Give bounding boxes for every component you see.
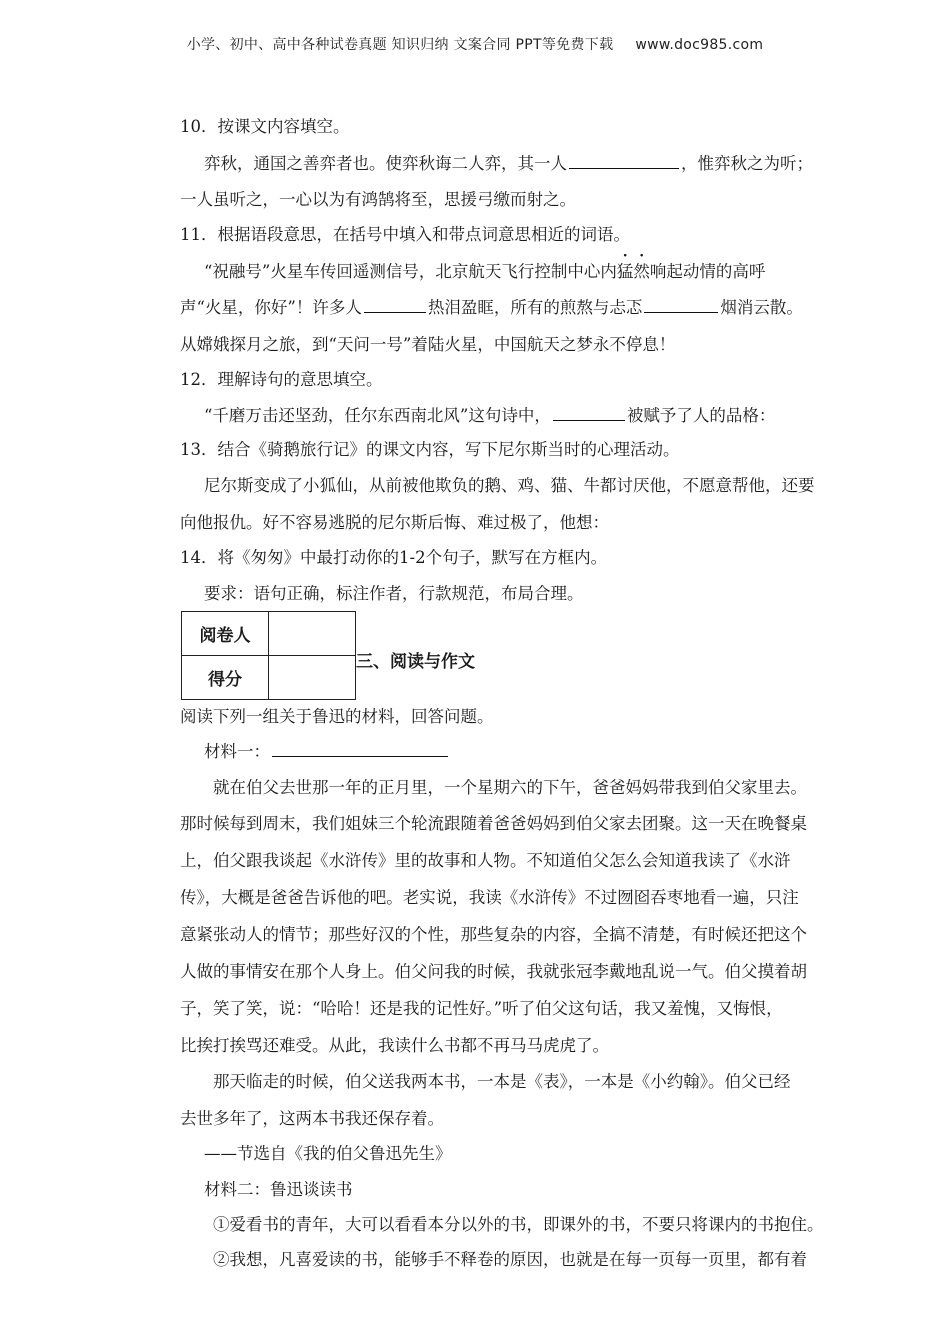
header-text: 小学、初中、高中各种试卷真题 知识归纳 文案合同 PPT等免费下载	[186, 37, 614, 53]
q11-blank-1[interactable]	[364, 297, 426, 313]
q10-title: 10．按课文内容填空。	[180, 117, 350, 136]
material1-label-line	[204, 738, 450, 762]
q10-line1	[204, 150, 813, 174]
q13-line2: 向他报仇。好不容易逃脱的尼尔斯后悔、难过极了，他想：	[180, 513, 609, 532]
q11-blank-2[interactable]	[644, 297, 718, 313]
p1-line-5: 意紧张动人的情节；那些好汉的个性，那些复杂的内容，全搞不清楚，有时候还把这个	[180, 925, 807, 944]
header-url[interactable]: www.doc985.com	[635, 37, 764, 53]
page-header	[0, 34, 950, 54]
p2-line-2: 去世多年了，这两本书我还保存着。	[180, 1109, 444, 1128]
p1-line-1: 就在伯父去世那一年的正月里，一个星期六的下午，爸爸妈妈带我到伯父家里去。	[213, 778, 807, 797]
q12-title: 12．理解诗句的意思填空。	[180, 370, 383, 389]
score-label: 得分	[182, 656, 269, 700]
q10-line2: 一人虽听之，一心以为有鸿鹄将至，思援弓缴而射之。	[180, 190, 576, 209]
material1-blank[interactable]	[272, 741, 448, 757]
q10-blank[interactable]	[569, 153, 679, 169]
material2-item-1: ①爱看书的青年，大可以看看本分以外的书，即课外的书，不要只将课内的书抱住。	[213, 1215, 824, 1234]
q11-line2a: 声“火星，你好”！许多人	[180, 298, 362, 317]
p1-line-4: 传》，大概是爸爸告诉他的吧。老实说，我读《水浒传》不过囫囵吞枣地看一遍，只注	[180, 888, 799, 907]
p1-line-8: 比挨打挨骂还难受。从此，我读什么书都不再马马虎虎了。	[180, 1036, 609, 1055]
q11-line2b: 热泪盈眶，所有的煎熬与忐忑	[427, 298, 643, 317]
q13-title: 13．结合《骑鹅旅行记》的课文内容，写下尼尔斯当时的心理活动。	[180, 440, 680, 459]
p1-line-2: 那时候每到周末，我们姐妹三个轮流跟随着爸爸妈妈到伯父家去团聚。这一天在晚餐桌	[180, 814, 807, 833]
p1-line-7: 子，笑了笑，说：“哈哈！还是我的记性好。”听了伯父这句话，我又羞愧，又悔恨，	[180, 999, 783, 1018]
section-intro: 阅读下列一组关于鲁迅的材料，回答问题。	[180, 707, 494, 726]
q11-dotted-word-1: 猛	[616, 262, 634, 281]
q10-line1a: 弈秋，通国之善弈者也。使弈秋诲二人弈，其一人	[204, 154, 567, 173]
q12-line1b: 被赋予了人的品格：	[626, 406, 776, 425]
q11-dotted-word-2: 然	[633, 262, 650, 281]
q12-blank[interactable]	[553, 405, 625, 421]
reviewer-cell[interactable]	[269, 612, 356, 656]
material2-item-2: ②我想，凡喜爱读的书，能够手不释卷的原因，也就是在每一页每一页里，都有着	[213, 1250, 807, 1269]
q11-line2	[180, 294, 803, 318]
q11-line3: 从嫦娥探月之旅，到“天问一号”着陆火星，中国航天之梦永不停息！	[180, 335, 676, 354]
q11-title: 11．根据语段意思，在括号中填入和带点词意思相近的词语。	[180, 225, 630, 244]
p1-line-3: 上，伯父跟我谈起《水浒传》里的故事和人物。不知道伯父怎么会知道我读了《水浒	[180, 851, 791, 870]
q11-line1a: “祝融号”火星车传回遥测信号，北京航天飞行控制中心内	[204, 262, 617, 281]
score-cell[interactable]	[269, 656, 356, 700]
q11-line2c: 烟消云散。	[720, 298, 803, 317]
reviewer-label: 阅卷人	[182, 612, 269, 656]
q14-req: 要求：语句正确，标注作者，行款规范，布局合理。	[204, 584, 584, 603]
section-title: 三、阅读与作文	[356, 652, 475, 672]
q11-line1	[204, 258, 765, 282]
p2-line-1: 那天临走的时候，伯父送我两本书，一本是《表》，一本是《小约翰》。伯父已经	[213, 1072, 791, 1091]
q12-line1	[204, 402, 775, 426]
material1-label: 材料一：	[204, 742, 270, 761]
q12-line1a: “千磨万击还坚劲，任尔东西南北风”这句诗中，	[204, 406, 551, 425]
q14-title: 14．将《匆匆》中最打动你的1-2个句子，默写在方框内。	[180, 548, 608, 567]
q13-line1: 尼尔斯变成了小狐仙，从前被他欺负的鹅、鸡、猫、牛都讨厌他，不愿意帮他，还要	[204, 476, 815, 495]
material1-source: ——节选自《我的伯父鲁迅先生》	[204, 1144, 452, 1163]
score-table	[181, 611, 356, 700]
p1-line-6: 人做的事情安在那个人身上。伯父问我的时候，我就张冠李戴地乱说一气。伯父摸着胡	[180, 962, 807, 981]
q10-line1b: ，惟弈秋之为听；	[681, 154, 813, 173]
material2-label: 材料二：鲁迅谈读书	[204, 1180, 353, 1199]
q11-line1b: 响起动情的高呼	[649, 262, 766, 281]
